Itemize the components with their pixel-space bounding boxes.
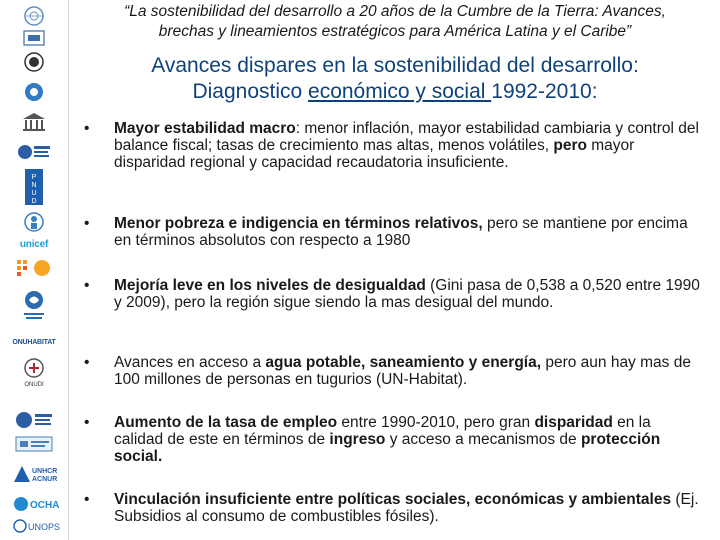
svg-text:ACNUR: ACNUR (32, 476, 58, 483)
wmo-icon (14, 408, 54, 432)
bullet-bold-run: Aumento de la tasa de empleo (114, 414, 338, 431)
un-emblem-icon (14, 4, 54, 28)
ilo-icon (14, 50, 54, 74)
bullet-bold-run: ingreso (329, 431, 386, 448)
bullet-marker: • (84, 120, 90, 137)
unops-icon (14, 514, 61, 538)
unhcr-icon (14, 462, 58, 486)
bullet-text-run: y acceso a mecanismos de (385, 431, 581, 448)
fao-icon (14, 26, 54, 50)
header-title-line-1: “La sostenibilidad del desarrollo a 20 años de la Cumbre de la Tierra: Avances, (124, 3, 666, 20)
slide-title-line-1: Avances dispares en la sostenibilidad del desarrollo: (151, 54, 639, 77)
bullet-bold-run: Menor pobreza e indigencia en términos relativos, (114, 215, 483, 232)
wfp-icon (14, 288, 54, 324)
svg-text:UNOPS: UNOPS (28, 522, 61, 532)
onudi-icon (14, 356, 54, 388)
unep-icon (14, 432, 54, 456)
bullet-marker: • (84, 277, 90, 294)
svg-text:N: N (31, 182, 37, 189)
ocha-icon (14, 492, 60, 516)
bullet-text-run: : menor inflación, mayor estabilidad cambiaria y control del balance fiscal; tasas de crecimiento mas altas, menos volátiles, (114, 120, 699, 154)
bullet-text-run: pero aun hay mas de 100 millones de personas en tugurios (UN-Habitat). (114, 354, 691, 388)
svg-text:UNHCR: UNHCR (32, 468, 58, 475)
bullet-bold-run: pero (553, 137, 587, 154)
bullet-text-run: (Ej. Subsidios al consumo de combustibles fósiles). (114, 491, 699, 525)
svg-text:D: D (31, 198, 37, 205)
paho-icon (14, 140, 54, 164)
bullet-marker: • (84, 414, 90, 431)
onu-habitat-icon: ONUHABITAT (12, 338, 56, 346)
agency-logos-sidebar (0, 0, 69, 540)
bullet-text-run: en la calidad de este en términos de (114, 414, 651, 448)
bullet-marker: • (84, 491, 90, 508)
bullet-bold-run: Mayor estabilidad macro (114, 120, 296, 137)
pnud-icon (14, 168, 54, 206)
unfpa-icon (14, 210, 54, 234)
presentation-header (72, 2, 718, 42)
slide-title-post: 1992-2010: (491, 80, 598, 103)
svg-text:P: P (31, 174, 37, 181)
bullet-text (114, 414, 704, 465)
bullet-text-run: Avances en acceso a (114, 354, 266, 371)
slide-title-underlined: económico y social (308, 80, 492, 103)
bullet-bold-run: Vinculación insuficiente entre políticas sociales, económicas y ambientales (114, 491, 672, 508)
bullet-text (114, 215, 704, 249)
bullet-bold-run: agua potable, saneamiento y energía, (265, 354, 542, 371)
un-circle-icon (14, 80, 54, 104)
bullet-text (114, 120, 704, 171)
bullet-text (114, 277, 704, 311)
unicef-icon: unicef (19, 238, 49, 250)
bullet-text-run: entre 1990-2010, pero gran (337, 414, 535, 431)
bullet-text-run: mayor disparidad regional y capacidad recaudatoria insuficiente. (114, 137, 635, 171)
unifem-icon (14, 256, 54, 280)
bullet-text-run: pero se mantiene por encima en términos absolutos con respecto a 1980 (114, 215, 688, 249)
slide-title-pre: Diagnostico (192, 80, 309, 103)
svg-text:OCHA: OCHA (30, 500, 60, 511)
svg-text:U: U (31, 190, 37, 197)
bullet-marker: • (84, 215, 90, 232)
bullet-bold-run: disparidad (534, 414, 613, 431)
bullet-marker: • (84, 354, 90, 371)
bullet-text-run: (Gini pasa de 0,538 a 0,520 entre 1990 y 2009), pero la región sigue siendo la mas desigual del mundo. (114, 277, 700, 311)
slide-title (72, 53, 718, 105)
bullet-text (114, 354, 704, 388)
bullet-bold-run: protección social. (114, 431, 661, 465)
bullet-bold-run: Mejoría leve en los niveles de desigualdad (114, 277, 426, 294)
svg-text:ONUDI: ONUDI (24, 382, 44, 388)
bullet-text (114, 491, 704, 525)
unesco-icon (14, 110, 54, 134)
header-title-line-2: brechas y lineamientos estratégicos para América Latina y el Caribe” (158, 23, 632, 40)
slide-title-line-2 (72, 79, 718, 105)
